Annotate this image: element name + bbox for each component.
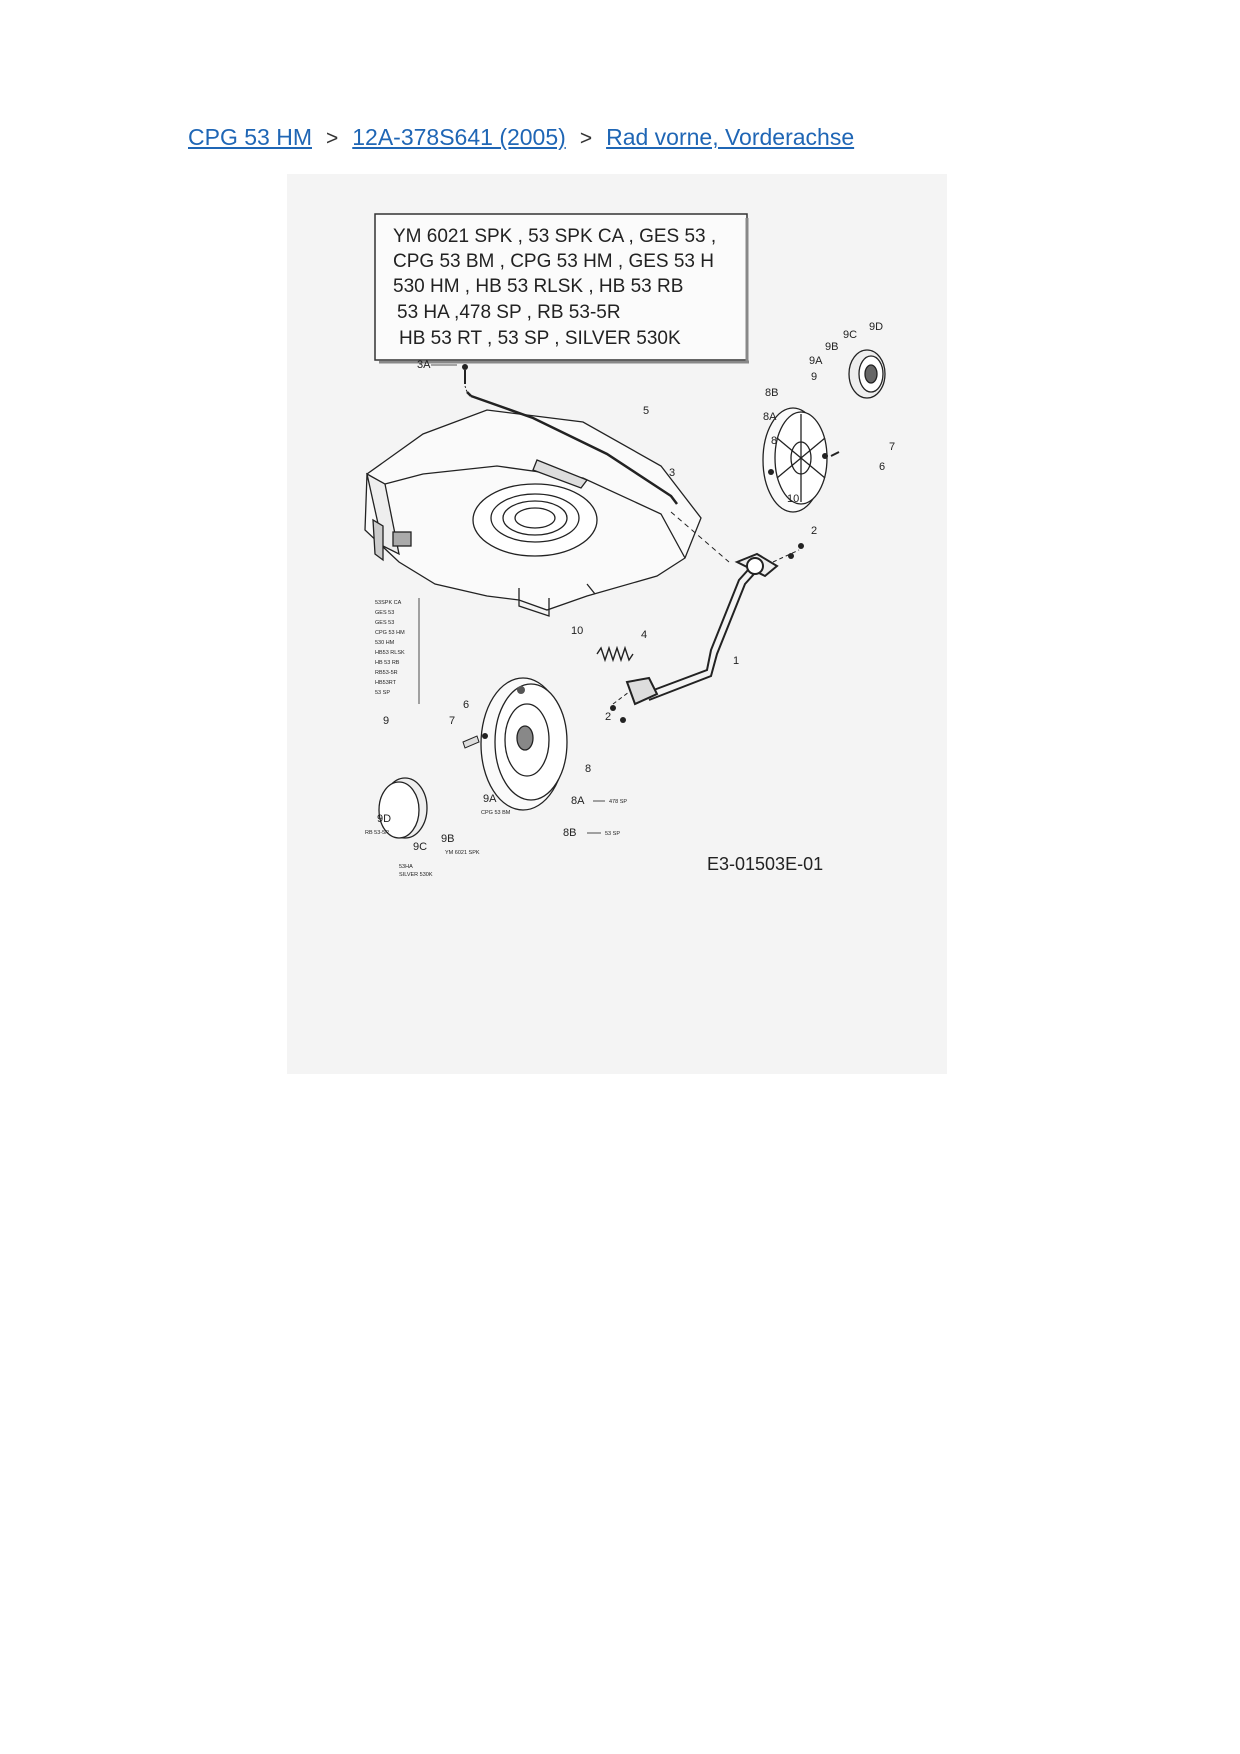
small-model-item: GES 53 — [375, 610, 395, 616]
model-line: HB 53 RT , 53 SP , SILVER 530K — [399, 328, 681, 349]
part-label: 9A — [809, 355, 823, 367]
part-label: 3A — [417, 359, 431, 371]
part-label: 3 — [669, 467, 676, 479]
hubcap-left — [379, 778, 427, 838]
wheel-left — [481, 678, 567, 810]
small-model-item: HB 53 RB — [375, 660, 400, 666]
part-label: 10 — [571, 625, 584, 637]
model-line: CPG 53 BM , CPG 53 HM , GES 53 H — [393, 251, 714, 272]
variant-note: CPG 53 BM — [481, 810, 511, 816]
model-line: 53 HA ,478 SP , RB 53-5R — [397, 302, 621, 323]
drawing-id: E3-01503E-01 — [707, 854, 824, 874]
small-model-item: RB53-5R — [375, 670, 398, 676]
part-label: 9 — [383, 715, 390, 727]
mower-deck — [365, 410, 701, 616]
variant-note: YM 6021 SPK — [445, 850, 480, 856]
part-label: 2 — [811, 525, 818, 537]
part-label: 9A — [483, 793, 497, 805]
small-model-item: HB53 RLSK — [375, 650, 405, 656]
part-label: 6 — [463, 699, 470, 711]
small-model-item: 53 SP — [375, 690, 390, 696]
small-model-item: HB53RT — [375, 680, 396, 686]
small-model-item: 53SPK CA — [375, 600, 402, 606]
small-model-list — [375, 598, 419, 704]
variant-note: 53HA — [399, 864, 413, 870]
breadcrumb-link-model[interactable]: CPG 53 HM — [188, 124, 312, 150]
variant-note: 478 SP — [609, 799, 628, 805]
part-label: 4 — [641, 629, 648, 641]
parts-diagram-drawing — [287, 174, 947, 1074]
breadcrumb — [188, 124, 854, 151]
breadcrumb-separator: > — [579, 127, 593, 150]
part-label: 2 — [605, 711, 612, 723]
part-label: 8B — [563, 827, 577, 839]
hubcap-right — [849, 350, 885, 398]
part-label: 7 — [449, 715, 456, 727]
part-label: 8B — [765, 387, 779, 399]
part-label: 10 — [787, 493, 800, 505]
model-line: 530 HM , HB 53 RLSK , HB 53 RB — [393, 276, 684, 297]
part-label: 9D — [869, 321, 884, 333]
breadcrumb-separator: > — [325, 127, 339, 150]
model-list-box — [375, 214, 749, 362]
small-model-item: 530 HM — [375, 640, 395, 646]
model-line: YM 6021 SPK , 53 SPK CA , GES 53 , — [393, 226, 717, 247]
spring — [597, 648, 633, 660]
part-label: 5 — [643, 405, 650, 417]
part-label: 8 — [771, 435, 778, 447]
breadcrumb-link-serial[interactable]: 12A-378S641 (2005) — [352, 124, 566, 150]
part-label: 9B — [441, 833, 455, 845]
small-model-item: GES 53 — [375, 620, 395, 626]
part-label: 1 — [733, 655, 740, 667]
parts-diagram — [287, 174, 947, 1074]
variant-note: 53 SP — [605, 831, 620, 837]
part-label: 9C — [413, 841, 428, 853]
part-label: 7 — [889, 441, 896, 453]
part-label: 8A — [571, 795, 585, 807]
variant-note: RB 53-5R — [365, 830, 390, 836]
part-label: 8 — [585, 763, 592, 775]
breadcrumb-link-section[interactable]: Rad vorne, Vorderachse — [606, 124, 855, 150]
small-model-item: CPG 53 HM — [375, 630, 405, 636]
part-label: 6 — [879, 461, 886, 473]
part-label: 9C — [843, 329, 858, 341]
part-label: 9D — [377, 813, 392, 825]
part-label: 9 — [811, 371, 818, 383]
part-label: 9B — [825, 341, 839, 353]
part-label: 8A — [763, 411, 777, 423]
variant-note: SILVER 530K — [399, 872, 433, 878]
